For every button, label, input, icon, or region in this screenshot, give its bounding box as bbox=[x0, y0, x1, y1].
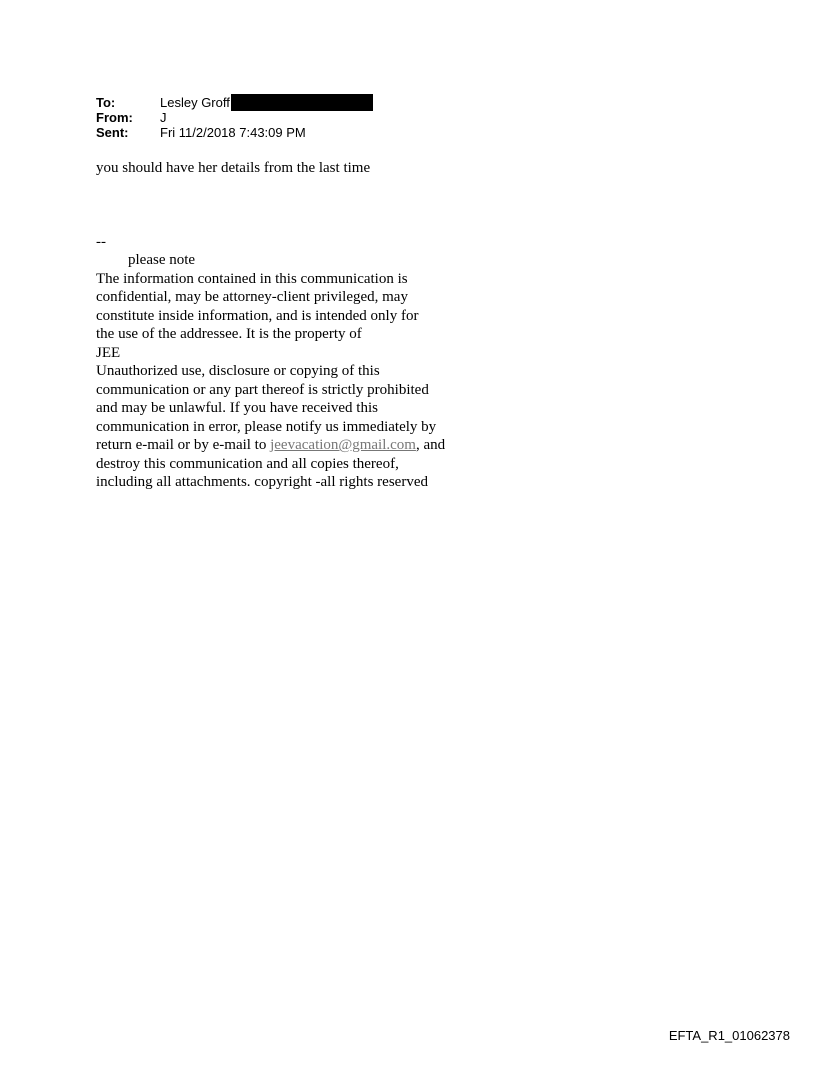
email-link[interactable]: jeevacation@gmail.com bbox=[270, 437, 416, 453]
disclaimer-line: JEE bbox=[96, 344, 121, 361]
disclaimer-line: communication or any part thereof is strictly prohibited bbox=[96, 381, 429, 398]
sent-value: Fri 11/2/2018 7:43:09 PM bbox=[160, 125, 306, 140]
email-header bbox=[96, 95, 373, 140]
to-value-wrapper bbox=[160, 94, 373, 111]
email-body bbox=[96, 159, 496, 492]
closing-line: destroy this communication and all copies thereof, bbox=[96, 455, 399, 472]
to-value: Lesley Groff bbox=[160, 95, 230, 110]
return-line-tail: , and bbox=[415, 437, 446, 453]
from-row bbox=[96, 110, 373, 125]
sent-label: Sent: bbox=[96, 125, 129, 140]
to-row bbox=[96, 95, 373, 110]
from-label: From: bbox=[96, 110, 133, 125]
disclaimer-line: the use of the addressee. It is the property of bbox=[96, 326, 362, 342]
signature-separator: -- bbox=[96, 233, 106, 250]
return-email-line bbox=[96, 436, 496, 455]
redaction-box bbox=[231, 94, 373, 111]
sent-row bbox=[96, 125, 373, 140]
closing-line: including all attachments. copyright -all rights reserved bbox=[96, 474, 428, 490]
note-heading: please note bbox=[128, 252, 196, 268]
from-value: J bbox=[160, 110, 167, 125]
disclaimer-line: confidential, may be attorney-client privileged, may bbox=[96, 289, 408, 305]
return-line-text: return e-mail or by e-mail to bbox=[96, 437, 271, 453]
message-text: you should have her details from the last time bbox=[96, 160, 371, 176]
document-id: EFTA_R1_01062378 bbox=[668, 1028, 790, 1043]
disclaimer-line: and may be unlawful. If you have received this bbox=[96, 400, 378, 416]
disclaimer-line: constitute inside information, and is intended only for bbox=[96, 307, 419, 324]
disclaimer-line: communication in error, please notify us immediately by bbox=[96, 418, 437, 435]
to-label: To: bbox=[96, 95, 116, 110]
disclaimer-line: The information contained in this communication is bbox=[96, 270, 408, 287]
disclaimer-line: Unauthorized use, disclosure or copying of this bbox=[96, 363, 380, 379]
